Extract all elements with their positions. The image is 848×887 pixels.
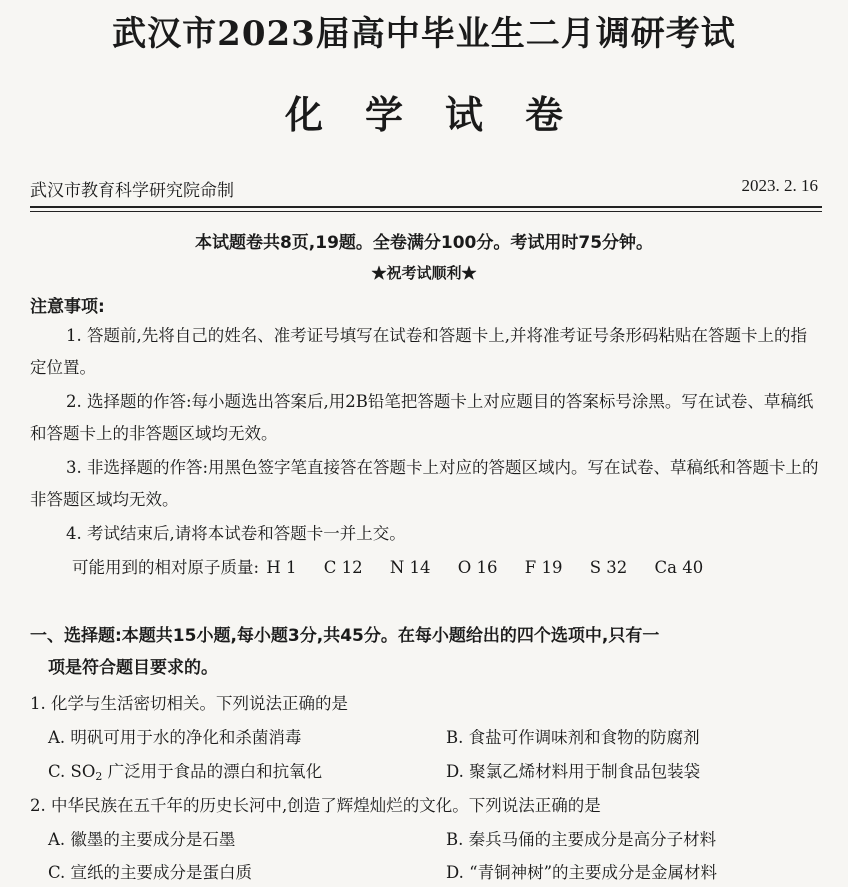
exam-subject: 化学试卷 xyxy=(284,92,605,137)
question-1-option-d: D. 聚氯乙烯材料用于制食品包装袋 xyxy=(446,762,701,781)
exam-info: 本试题卷共8页,19题。全卷满分100分。考试用时75分钟。 xyxy=(194,233,654,253)
atom-h: H 1 xyxy=(266,558,297,577)
exam-date: 2023. 2. 16 xyxy=(741,176,818,195)
atom-c: C 12 xyxy=(323,558,363,577)
header-rule-thick xyxy=(30,206,822,208)
section-heading-line1: 一、选择题:本题共15小题,每小题3分,共45分。在每小题给出的四个选项中,只有一 xyxy=(30,626,660,646)
section-heading-line2: 项是符合题目要求的。 xyxy=(48,658,218,678)
issuing-organization: 武汉市教育科学研究院命制 xyxy=(30,181,234,201)
question-2-option-a: A. 徽墨的主要成分是石墨 xyxy=(48,830,236,849)
question-2-option-c: C. 宣纸的主要成分是蛋白质 xyxy=(48,863,253,882)
header-rule-thin xyxy=(30,211,822,212)
notice-heading: 注意事项: xyxy=(30,297,105,317)
exam-title: 武汉市2023届高中毕业生二月调研考试 xyxy=(112,14,736,54)
question-1-stem: 1. 化学与生活密切相关。下列说法正确的是 xyxy=(30,694,348,713)
atom-f: F 19 xyxy=(524,558,563,577)
atom-s: S 32 xyxy=(589,558,628,577)
section-heading xyxy=(30,620,822,684)
question-1-option-b: B. 食盐可作调味剂和食物的防腐剂 xyxy=(446,728,700,747)
question-2-option-b: B. 秦兵马俑的主要成分是高分子材料 xyxy=(446,830,717,849)
atom-ca: Ca 40 xyxy=(654,558,704,577)
notice-item-2: 2. 选择题的作答:每小题选出答案后,用2B铅笔把答题卡上对应题目的答案标号涂黑。写在试卷、草稿纸和答题卡上的非答题区域均无效。 xyxy=(30,392,814,443)
question-1-option-a: A. 明矾可用于水的净化和杀菌消毒 xyxy=(48,728,302,747)
question-2-stem: 2. 中华民族在五千年的历史长河中,创造了辉煌灿烂的文化。下列说法正确的是 xyxy=(30,796,601,815)
notice-item-4: 4. 考试结束后,请将本试卷和答题卡一并上交。 xyxy=(66,524,406,543)
question-2-option-d: D. “青铜神树”的主要成分是金属材料 xyxy=(446,863,718,882)
question-1-option-c: C. $SO_2$ 广泛用于食品的漂白和抗氧化 xyxy=(48,762,323,783)
atom-n: N 14 xyxy=(389,558,431,577)
notice-item-1: 1. 答题前,先将自己的姓名、准考证号填写在试卷和答题卡上,并将准考证号条形码粘贴在答题卡上的指定位置。 xyxy=(30,326,807,377)
atomic-masses-label: 可能用到的相对原子质量: xyxy=(72,558,260,577)
notice-item-3: 3. 非选择题的作答:用黑色签字笔直接答在答题卡上对应的答题区域内。写在试卷、草稿纸和答题卡上的非答题区域均无效。 xyxy=(30,458,819,509)
atomic-masses xyxy=(72,554,703,578)
atom-o: O 16 xyxy=(457,558,498,577)
good-luck-banner: ★祝考试顺利★ xyxy=(371,264,477,282)
